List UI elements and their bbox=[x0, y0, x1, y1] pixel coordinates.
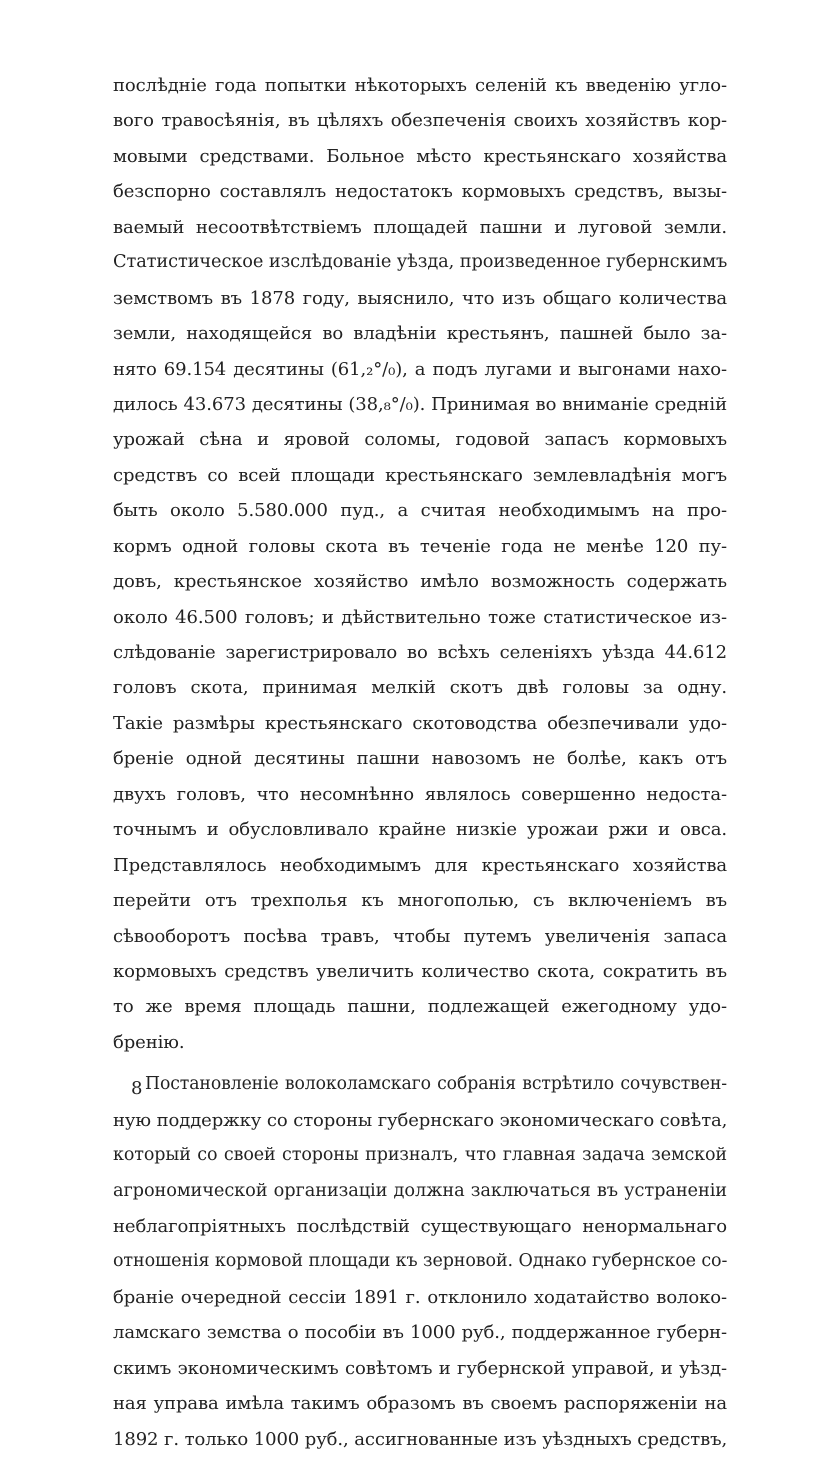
text-line: ламскаго земства о пособіи въ 1000 руб., поддержанное губерн- bbox=[113, 1322, 727, 1344]
text-line: слѣдованіе зарегистрировало во всѣхъ селеніяхъ уѣзда 44.612 bbox=[113, 642, 727, 663]
text-line: кормъ одной головы скота въ теченіе года не менѣе 120 пу- bbox=[113, 535, 727, 557]
text-line: перейти отъ трехполья къ многополью, съ включеніемъ въ bbox=[113, 890, 727, 912]
text-line: то же время площадь пашни, подлежащей ежегодному удо- bbox=[113, 996, 727, 1018]
text-line: Такіе размѣры крестьянскаго скотоводства обезпечивали удо- bbox=[113, 712, 727, 734]
text-line: двухъ головъ, что несомнѣнно являлось совершенно недоста- bbox=[113, 783, 727, 805]
text-line: отношенія кормовой площади къ зерновой. Однако губернское со- bbox=[113, 1251, 727, 1272]
text-line: урожай сѣна и яровой соломы, годовой запасъ кормовыхъ bbox=[113, 429, 727, 451]
text-line: довъ, крестьянское хозяйство имѣло возможность содержать bbox=[113, 571, 727, 593]
text-line: земствомъ въ 1878 году, выяснило, что изъ общаго количества bbox=[113, 287, 727, 309]
text-line: кормовыхъ средствъ увеличить количество скота, сократить въ bbox=[113, 960, 727, 982]
text-line: бренію. bbox=[113, 1031, 185, 1053]
text-line: Постановленіе волоколамскаго собранія встрѣтило сочувствен- bbox=[145, 1074, 727, 1095]
text-line: агрономической организаціи должна заключаться въ устраненіи bbox=[113, 1180, 727, 1201]
text-line: около 46.500 головъ; и дѣйствительно тоже статистическое из- bbox=[113, 606, 727, 628]
text-line: ваемый несоотвѣтствіемъ площадей пашни и луговой земли. bbox=[113, 216, 727, 238]
text-line: сѣвооборотъ посѣва травъ, чтобы путемъ увеличенія запаса bbox=[113, 925, 727, 947]
text-line: безспорно составлялъ недостатокъ кормовыхъ средствъ, вызы- bbox=[113, 181, 727, 203]
text-line: послѣдніе года попытки нѣкоторыхъ селеній къ введенію угло- bbox=[113, 75, 727, 96]
text-line: неблагопріятныхъ послѣдствій существующаго ненормальнаго bbox=[113, 1216, 727, 1237]
body-text bbox=[113, 68, 727, 1457]
paragraph-gap bbox=[113, 1060, 727, 1067]
text-line: Представлялось необходимымъ для крестьянскаго хозяйства bbox=[113, 854, 727, 876]
text-line: вого травосѣянія, въ цѣляхъ обезпеченія своихъ хозяйствъ кор- bbox=[113, 110, 727, 132]
text-line: точнымъ и обусловливало крайне низкіе урожаи ржи и овса. bbox=[113, 819, 727, 841]
text-line: ную поддержку со стороны губернскаго экономическаго совѣта, bbox=[113, 1109, 727, 1131]
text-line: бреніе одной десятины пашни навозомъ не болѣе, какъ отъ bbox=[113, 748, 727, 770]
paragraph-1 bbox=[113, 68, 727, 1060]
text-line: головъ скота, принимая мелкій скотъ двѣ головы за одну. bbox=[113, 677, 727, 699]
text-line: земли, находящейся во владѣніи крестьянъ, пашней было за- bbox=[113, 323, 727, 345]
text-line: 1892 г. только 1000 руб., ассигнованные изъ уѣздныхъ средствъ, bbox=[113, 1428, 727, 1450]
text-line: дилось 43.673 десятины (38,₈°/₀). Принимая во вниманіе средній bbox=[113, 393, 727, 415]
text-line: средствъ со всей площади крестьянскаго землевладѣнія могъ bbox=[113, 464, 727, 486]
text-line: Статистическое изслѣдованіе уѣзда, произведенное губернскимъ bbox=[113, 252, 727, 273]
text-line: скимъ экономическимъ совѣтомъ и губернской управой, и уѣзд- bbox=[113, 1357, 727, 1379]
text-line: который со своей стороны призналъ, что главная задача земской bbox=[113, 1145, 727, 1166]
page-number: 8 bbox=[131, 1078, 143, 1099]
text-line: нято 69.154 десятины (61,₂°/₀), а подъ лугами и выгонами нахо- bbox=[113, 358, 727, 380]
text-line: браніе очередной сессіи 1891 г. отклонило ходатайство волоко- bbox=[113, 1286, 727, 1308]
paragraph-2 bbox=[113, 1067, 727, 1457]
text-line: ная управа имѣла такимъ образомъ въ своемъ распоряженіи на bbox=[113, 1393, 727, 1415]
text-line: быть около 5.580.000 пуд., а считая необходимымъ на про- bbox=[113, 500, 727, 522]
text-line: мовыми средствами. Больное мѣсто крестьянскаго хозяйства bbox=[113, 145, 727, 167]
